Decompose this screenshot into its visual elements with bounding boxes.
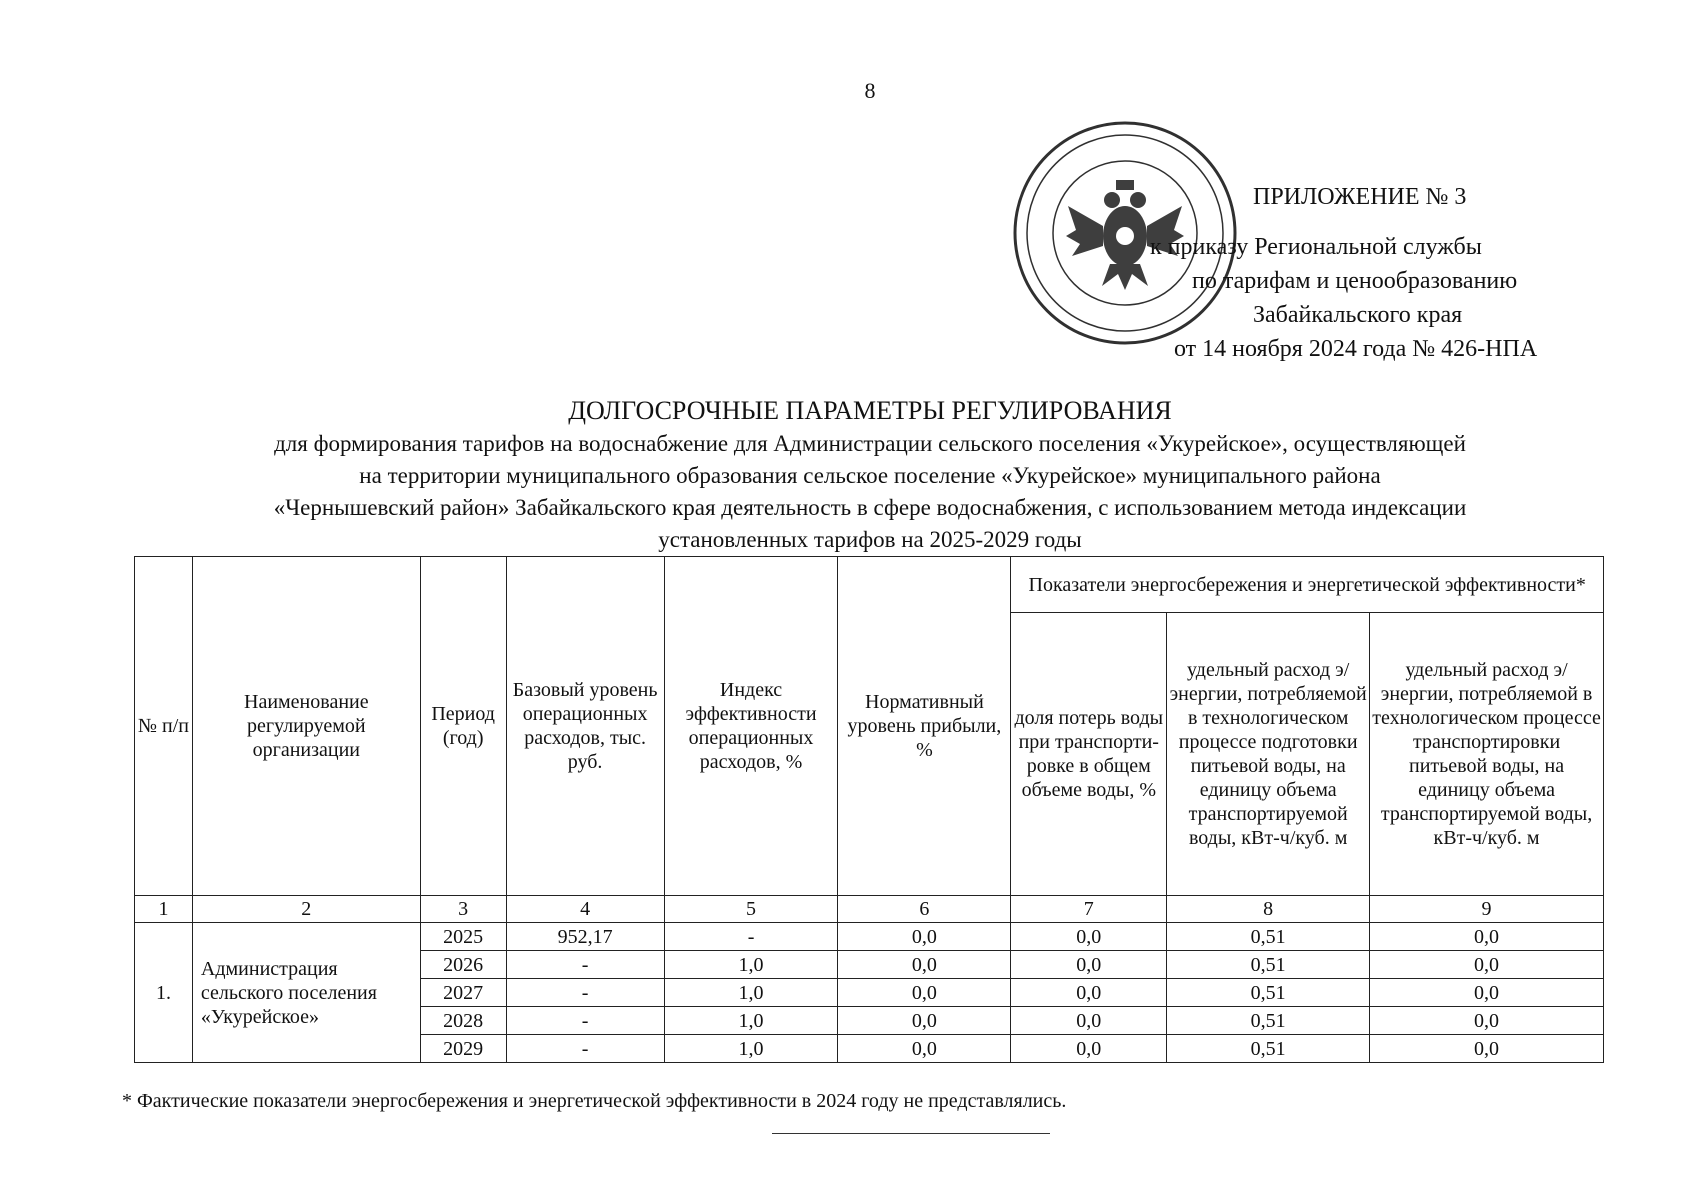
header-num: № п/п bbox=[135, 557, 193, 896]
column-number: 9 bbox=[1370, 896, 1604, 923]
parameters-table bbox=[134, 556, 1604, 1063]
energy-preparation-cell: 0,51 bbox=[1167, 923, 1370, 951]
column-number: 1 bbox=[135, 896, 193, 923]
base-opex-cell: - bbox=[506, 1035, 664, 1063]
column-number: 8 bbox=[1167, 896, 1370, 923]
profit-cell: 0,0 bbox=[838, 951, 1011, 979]
appendix-line: Забайкальского края bbox=[1253, 302, 1463, 328]
column-number: 5 bbox=[664, 896, 838, 923]
column-number: 4 bbox=[506, 896, 664, 923]
header-org: Наименование регулируемой организации bbox=[192, 557, 420, 896]
efficiency-index-cell: 1,0 bbox=[664, 951, 838, 979]
table-row bbox=[135, 923, 1604, 951]
water-loss-cell: 0,0 bbox=[1011, 951, 1167, 979]
energy-transport-cell: 0,0 bbox=[1370, 951, 1604, 979]
subheading-line: «Чернышевский район» Забайкальского края деятельность в сфере водоснабжения, с использованием метода индексации bbox=[273, 495, 1467, 520]
column-number: 2 bbox=[192, 896, 420, 923]
energy-transport-cell: 0,0 bbox=[1370, 1007, 1604, 1035]
header-base-opex: Базовый уровень операционных расходов, тыс. руб. bbox=[506, 557, 664, 896]
footnote: * Фактические показатели энергосбережения и энергетической эффективности в 2024 году не представлялись. bbox=[122, 1090, 1067, 1112]
base-opex-cell: - bbox=[506, 951, 664, 979]
profit-cell: 0,0 bbox=[838, 979, 1011, 1007]
profit-cell: 0,0 bbox=[838, 1007, 1011, 1035]
year-cell: 2026 bbox=[420, 951, 506, 979]
water-loss-cell: 0,0 bbox=[1011, 979, 1167, 1007]
energy-preparation-cell: 0,51 bbox=[1167, 1035, 1370, 1063]
subheading-line: для формирования тарифов на водоснабжение для Администрации сельского поселения «Укурейское», осуществляющей bbox=[274, 431, 1466, 456]
year-cell: 2028 bbox=[420, 1007, 506, 1035]
appendix-title: ПРИЛОЖЕНИЕ № 3 bbox=[1253, 184, 1467, 210]
row-number: 1. bbox=[135, 923, 193, 1063]
year-cell: 2029 bbox=[420, 1035, 506, 1063]
header-efficiency-index: Индекс эффективности операционных расходов, % bbox=[664, 557, 838, 896]
header-energy-group: Показатели энергосбережения и энергетической эффективности* bbox=[1011, 557, 1604, 613]
appendix-line: к приказу Региональной службы bbox=[1150, 234, 1482, 260]
document-subheading bbox=[120, 428, 1620, 556]
water-loss-cell: 0,0 bbox=[1011, 1007, 1167, 1035]
energy-preparation-cell: 0,51 bbox=[1167, 951, 1370, 979]
water-loss-cell: 0,0 bbox=[1011, 923, 1167, 951]
energy-preparation-cell: 0,51 bbox=[1167, 979, 1370, 1007]
document-heading: ДОЛГОСРОЧНЫЕ ПАРАМЕТРЫ РЕГУЛИРОВАНИЯ bbox=[568, 396, 1172, 425]
base-opex-cell: 952,17 bbox=[506, 923, 664, 951]
energy-transport-cell: 0,0 bbox=[1370, 1035, 1604, 1063]
page-number: 8 bbox=[864, 78, 876, 103]
appendix-line: от 14 ноября 2024 года № 426-НПА bbox=[1174, 336, 1538, 362]
efficiency-index-cell: 1,0 bbox=[664, 1007, 838, 1035]
subheading-line: установленных тарифов на 2025-2029 годы bbox=[658, 527, 1082, 552]
energy-transport-cell: 0,0 bbox=[1370, 923, 1604, 951]
year-cell: 2027 bbox=[420, 979, 506, 1007]
profit-cell: 0,0 bbox=[838, 923, 1011, 951]
organization-name: Администрация сельского поселения «Укурейское» bbox=[192, 923, 420, 1063]
base-opex-cell: - bbox=[506, 1007, 664, 1035]
energy-transport-cell: 0,0 bbox=[1370, 979, 1604, 1007]
energy-preparation-cell: 0,51 bbox=[1167, 1007, 1370, 1035]
water-loss-cell: 0,0 bbox=[1011, 1035, 1167, 1063]
base-opex-cell: - bbox=[506, 979, 664, 1007]
header-profit-level: Нормативный уровень прибыли, % bbox=[838, 557, 1011, 896]
profit-cell: 0,0 bbox=[838, 1035, 1011, 1063]
efficiency-index-cell: 1,0 bbox=[664, 979, 838, 1007]
header-energy-transport: удельный расход э/энергии, потребляемой в технологическом процессе транспортировки питьевой воды, на единицу объема транспортируемой воды, кВт-ч/куб. м bbox=[1370, 613, 1604, 896]
efficiency-index-cell: 1,0 bbox=[664, 1035, 838, 1063]
efficiency-index-cell: - bbox=[664, 923, 838, 951]
header-energy-preparation: удельный расход э/энергии, потребляемой в технологическом процессе подготовки питьевой воды, на единицу объема транспортируемой воды, кВт-ч/куб. м bbox=[1167, 613, 1370, 896]
column-number: 6 bbox=[838, 896, 1011, 923]
appendix-block bbox=[1150, 180, 1537, 366]
subheading-line: на территории муниципального образования сельское поселение «Укурейское» муниципального района bbox=[359, 463, 1381, 488]
appendix-line: по тарифам и ценообразованию bbox=[1192, 268, 1518, 294]
header-period: Период (год) bbox=[420, 557, 506, 896]
column-number: 7 bbox=[1011, 896, 1167, 923]
column-numbers-row bbox=[135, 896, 1604, 923]
year-cell: 2025 bbox=[420, 923, 506, 951]
bottom-divider bbox=[772, 1133, 1050, 1134]
header-water-loss: доля потерь воды при транспорти-ровке в общем объеме воды, % bbox=[1011, 613, 1167, 896]
column-number: 3 bbox=[420, 896, 506, 923]
